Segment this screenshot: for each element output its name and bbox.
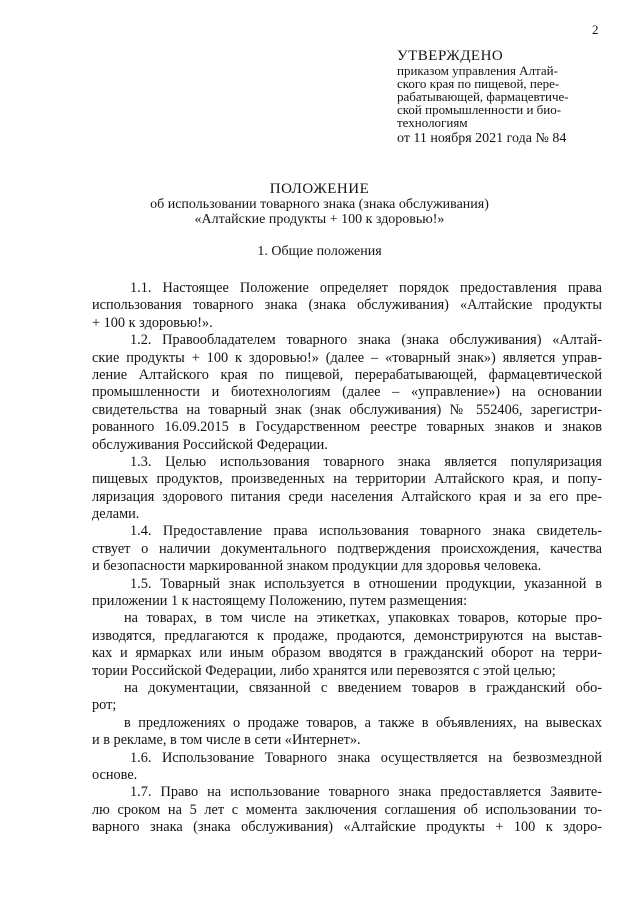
document-title: ПОЛОЖЕНИЕ [269,181,370,197]
paragraph [92,332,602,454]
paragraph-line: промышленности и биотехнологиям (далее – «управление») на основании [92,384,602,401]
paragraph-line: ствует о наличии документального подтверждения происхождения, качества [92,540,602,557]
paragraph-line: ские продукты + 100 к здоровью!» (далее – «товарный знак») является управ- [92,349,602,366]
paragraph-line: лю сроком на 5 лет с момента заключения соглашения об использовании то- [92,801,602,818]
paragraph [92,715,602,750]
paragraph-line: приложении 1 к настоящему Положению, путем размещения: [92,593,468,610]
document-subtitle: «Алтайские продукты + 100 к здоровью!» [194,212,445,227]
paragraph-line: в предложениях о продаже товаров, а также в объявлениях, на вывесках [124,714,602,731]
paragraph-line: обслуживания Российской Федерации. [92,436,328,453]
approval-line: технологиям [397,115,468,130]
paragraph-line: ление Алтайского края по пищевой, перерабатывающей, фармацевтической [92,366,602,383]
document-body [92,280,602,837]
paragraph-line: 1.1. Настоящее Положение определяет порядок предоставления права [130,280,602,296]
paragraph [92,680,602,715]
paragraph [92,750,602,785]
paragraph-line: рованного 16.09.2015 в Государственном реестре товарных знаков и знаков [92,419,602,436]
paragraph-line: + 100 к здоровью!». [92,314,213,331]
paragraph-line: свидетельства на товарный знак (знак обслуживания) № 552406, зарегистри- [92,401,602,418]
approval-title: УТВЕРЖДЕНО [397,48,504,64]
paragraph-line: использования товарного знака (знака обслуживания) «Алтайские продукты [92,297,602,314]
paragraph-line: и безопасности маркированной знаком продукции для здоровья человека. [92,558,542,575]
paragraph-line: ляризация здорового питания среди населения Алтайского края и за его пре- [92,488,602,505]
approval-line: рабатывающей, фармацевтиче- [397,89,569,104]
approval-stamp [397,50,607,145]
section-heading: 1. Общие положения [257,244,382,259]
paragraph [92,610,602,680]
paragraph [92,576,602,611]
paragraph-line: 1.7. Право на использование товарного знака предоставляется Заявите- [130,784,602,801]
document-header [0,182,639,227]
paragraph-line: и в рекламе, в том числе в сети «Интернет». [92,732,361,749]
paragraph-line: изводятся, предлагаются к продаже, продаются, демонстрируются на выстав- [92,627,602,644]
paragraph-line: делами. [92,506,140,523]
paragraph [92,784,602,836]
paragraph-line: 1.3. Целью использования товарного знака является популяризация [130,453,602,470]
paragraph [92,454,602,524]
paragraph-line: 1.5. Товарный знак используется в отношении продукции, указанной в [130,575,602,592]
paragraph-line: на товарах, в том числе на этикетках, упаковках товаров, которые про- [124,610,602,627]
paragraph-line: 1.2. Правообладателем товарного знака (знака обслуживания) «Алтай- [130,332,602,349]
paragraph-line: тории Российской Федерации, либо хранятся или перевозятся с этой целью; [92,662,556,679]
approval-line: ского края по пищевой, пере- [397,76,560,91]
paragraph-line: 1.4. Предоставление права использования товарного знака свидетель- [130,523,602,540]
paragraph-line: пищевых продуктов, произведенных на территории Алтайского края, и попу- [92,471,602,488]
paragraph-line: на документации, связанной с введением товаров в гражданский обо- [124,679,602,696]
paragraph-line: основе. [92,766,138,783]
paragraph [92,280,602,332]
approval-date: от 11 ноября 2021 года № 84 [397,131,567,146]
paragraph [92,523,602,575]
approval-line: ской промышленности и био- [397,102,562,117]
paragraph-line: рот; [92,697,117,714]
page-number: 2 [592,22,599,37]
approval-line: приказом управления Алтай- [397,63,558,78]
paragraph-line: варного знака (знака обслуживания) «Алтайские продукты + 100 к здоро- [92,819,602,836]
document-subtitle: об использовании товарного знака (знака обслуживания) [150,197,489,212]
paragraph-line: 1.6. Использование Товарного знака осуществляется на безвозмездной [130,749,602,766]
paragraph-line: ках и ярмарках или иным образом вводятся в гражданский оборот на терри- [92,645,602,662]
approval-order-text [397,64,607,129]
